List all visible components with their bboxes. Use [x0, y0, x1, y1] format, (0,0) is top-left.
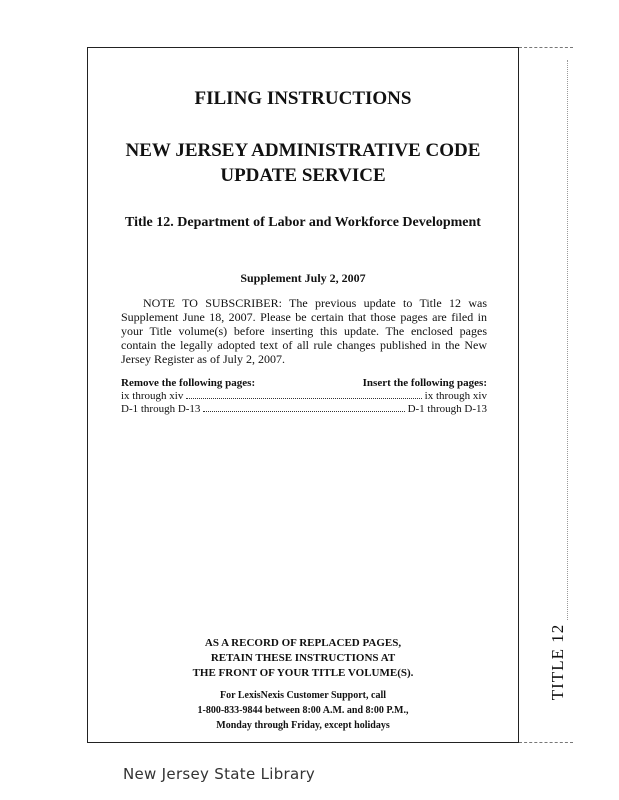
- support-line-1: For LexisNexis Customer Support, call: [219, 690, 386, 701]
- support-line-2: 1-800-833-9844 between 8:00 A.M. and 8:00 P.M.,: [197, 705, 409, 716]
- library-stamp: New Jersey State Library: [123, 765, 316, 783]
- record-line-1: AS A RECORD OF REPLACED PAGES,: [204, 637, 402, 649]
- record-retention-notice: [87, 636, 519, 681]
- insert-pages-header: Insert the following pages:: [362, 377, 487, 389]
- insert-pages-cell: D-1 through D-13: [407, 403, 487, 415]
- title-tab-label: TITLE 12: [548, 623, 567, 701]
- insert-pages-cell: ix through xiv: [424, 390, 487, 402]
- table-row: [121, 390, 487, 402]
- side-tab-divider: [567, 60, 568, 620]
- remove-pages-header: Remove the following pages:: [121, 377, 256, 389]
- remove-pages-cell: ix through xiv: [121, 390, 184, 402]
- dot-leader: [203, 403, 404, 412]
- pages-table-header: [121, 377, 487, 389]
- bottom-edge-divider: [519, 742, 573, 743]
- supplement-date: Supplement July 2, 2007: [240, 271, 366, 285]
- support-line-3: Monday through Friday, except holidays: [216, 720, 390, 731]
- customer-support-info: [87, 688, 519, 733]
- subscriber-note: NOTE TO SUBSCRIBER: The previous update to Title 12 was Supplement June 18, 2007. Please be certain that those pages are filed in your Title volume(s) before inserting this update. The enclosed pages contain the legally adopted text of all rule changes published in the New Jersey Register as of July 2, 2007.: [121, 296, 487, 366]
- code-title: [87, 138, 519, 188]
- dot-leader: [186, 390, 421, 399]
- table-row: [121, 403, 487, 415]
- top-edge-divider: [519, 47, 573, 48]
- record-line-2: RETAIN THESE INSTRUCTIONS AT: [210, 652, 396, 664]
- filing-instructions-heading: FILING INSTRUCTIONS: [194, 88, 412, 109]
- title-department-heading: Title 12. Department of Labor and Workforce Development: [125, 215, 481, 230]
- code-title-line-2: UPDATE SERVICE: [220, 165, 386, 186]
- code-title-line-1: NEW JERSEY ADMINISTRATIVE CODE: [125, 140, 481, 161]
- remove-pages-cell: D-1 through D-13: [121, 403, 201, 415]
- record-line-3: THE FRONT OF YOUR TITLE VOLUME(S).: [192, 667, 414, 679]
